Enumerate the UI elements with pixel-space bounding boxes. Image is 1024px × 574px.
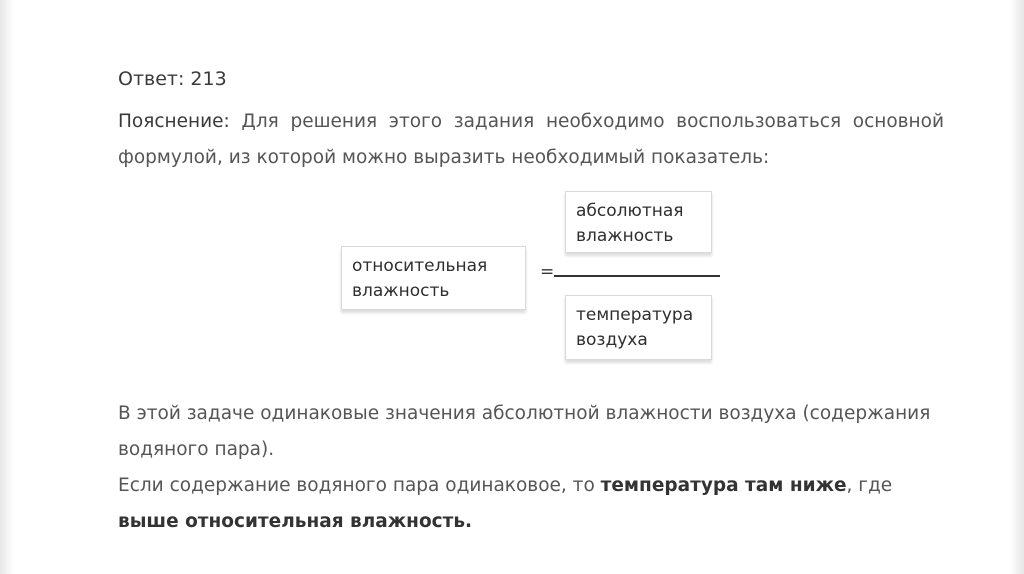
absolute-humidity-line-2: влажность	[576, 226, 674, 246]
absolute-humidity-line-1: абсолютная	[576, 201, 684, 221]
air-temperature-line-1: температура	[576, 305, 694, 325]
conclusion-paragraph	[118, 468, 948, 540]
absolute-humidity-box	[565, 191, 712, 253]
explanation-text: Для решения этого задания необходимо воспользоваться основной формулой, из которой можно выразить необходимый показатель:	[118, 111, 944, 168]
fraction-bar	[554, 275, 720, 277]
slide-left-edge	[0, 0, 14, 574]
air-temperature-line-2: воздуха	[576, 330, 648, 350]
conclusion-middle: , где	[846, 475, 893, 496]
explanation-label: Пояснение:	[118, 111, 230, 132]
slide-right-edge	[1010, 0, 1024, 574]
equals-sign: =	[540, 262, 555, 282]
conclusion-emphasis-temperature: температура там ниже	[600, 475, 847, 496]
conclusion-start: Если содержание водяного пара одинаковое, то	[118, 475, 601, 496]
relative-humidity-line-1: относительная	[352, 256, 488, 276]
explanation-paragraph	[118, 104, 944, 176]
conclusion-emphasis-humidity: выше относительная влажность.	[118, 511, 473, 532]
relative-humidity-line-2: влажность	[352, 281, 450, 301]
answer-heading: Ответ: 213	[118, 68, 227, 90]
relative-humidity-box	[341, 246, 526, 310]
absolute-humidity-paragraph: В этой задаче одинаковые значения абсолютной влажности воздуха (содержания водяного пара).	[118, 403, 931, 460]
air-temperature-box	[565, 295, 712, 360]
